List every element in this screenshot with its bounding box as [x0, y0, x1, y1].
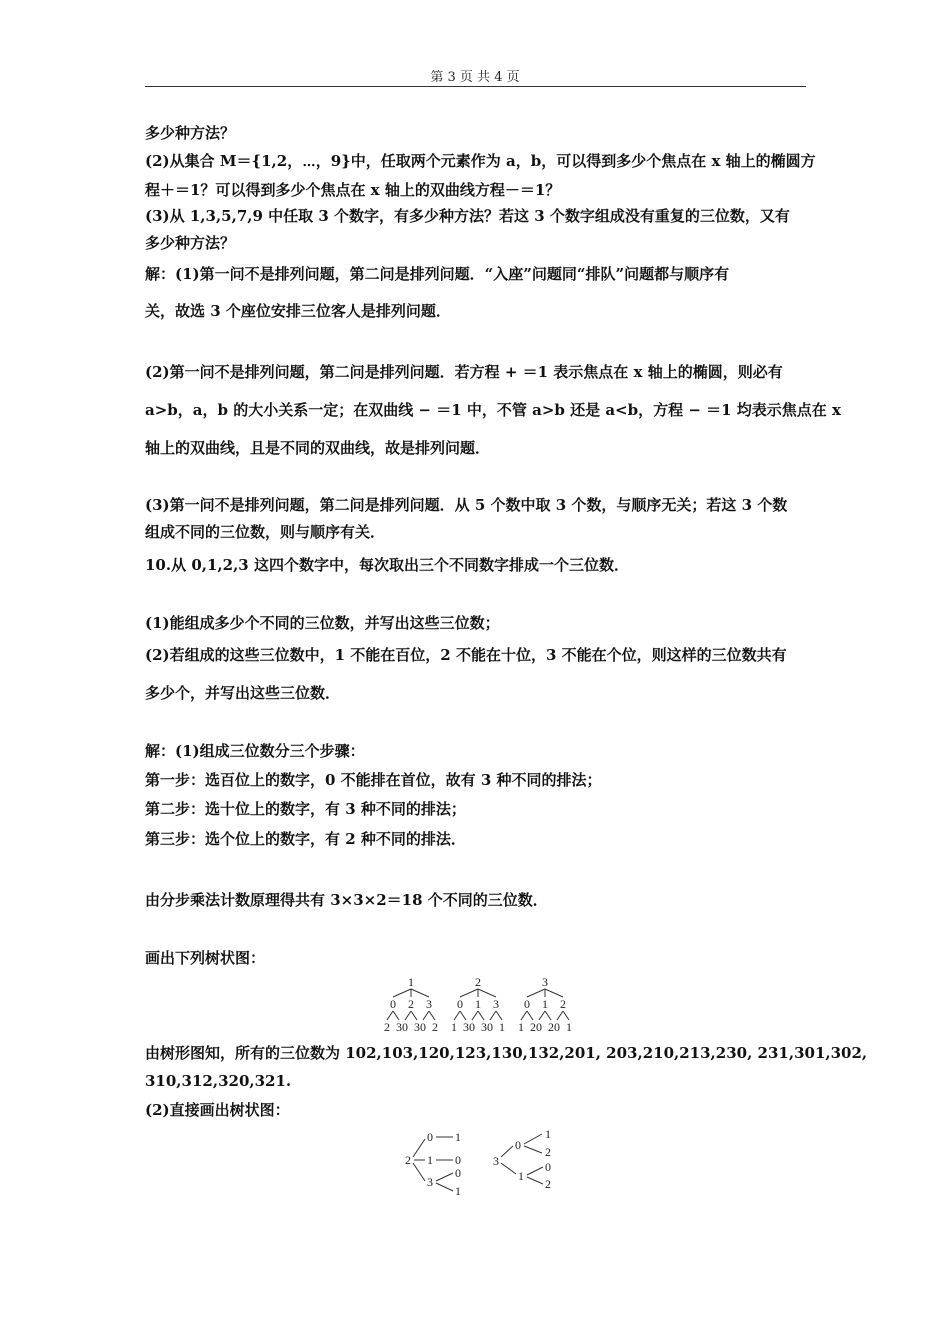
tree-node: 2 [545, 1145, 551, 1159]
tree-edge [545, 1011, 551, 1020]
tree-node: 0 [390, 997, 396, 1011]
text-line: 轴上的双曲线，且是不同的双曲线，故是排列问题． [145, 439, 491, 457]
tree-edge [478, 989, 496, 997]
text-line: 多少种方法？ [145, 124, 236, 142]
tree-node: 0 [545, 1160, 551, 1174]
tree-node: 1 [427, 1153, 433, 1167]
tree-node: 2 [432, 1020, 438, 1034]
tree-node: 2 [560, 997, 566, 1011]
tree-edge [521, 1011, 527, 1020]
tree-edge [478, 1011, 484, 1020]
tree-node: 3 [493, 1154, 499, 1168]
text-line: 第一步：选百位上的数字，0 不能排在首位，故有 3 种不同的排法； [145, 771, 602, 789]
tree-edge [411, 1011, 417, 1020]
text-line: 组成不同的三位数，则与顺序有关． [145, 523, 386, 541]
text-line: 310,312,320,321. [145, 1072, 292, 1090]
tree-node: 1 [475, 997, 481, 1011]
tree-node: 0 [455, 1166, 461, 1180]
tree-node: 0 [427, 1130, 433, 1144]
tree-node: 1 [542, 997, 548, 1011]
tree-edge [539, 1011, 545, 1020]
text-line: (1)能组成多少个不同的三位数，并写出这些三位数； [145, 614, 500, 632]
tree-edge [557, 1011, 563, 1020]
text-line: 解：(1)第一问不是排列问题，第二问是排列问题．“入座”问题同“排队”问题都与顺序有 [145, 265, 730, 283]
tree-node: 0 [402, 1020, 408, 1034]
text-line: 由树形图知，所有的三位数为 102,103,120,123,130,132,201, 203,210,213,230, 231,301,302, [145, 1044, 868, 1062]
tree-edge [527, 1167, 543, 1175]
tree-edge [545, 989, 563, 997]
tree-node: 0 [487, 1020, 493, 1034]
tree-node: 1 [455, 1184, 461, 1198]
tree-node: 3 [493, 997, 499, 1011]
tree-edge [436, 1173, 453, 1181]
tree-edge [501, 1146, 513, 1157]
tree-node: 2 [530, 1020, 536, 1034]
tree-node: 3 [542, 975, 548, 989]
tree-node: 1 [499, 1020, 505, 1034]
text-line: (2)直接画出树状图： [145, 1101, 290, 1119]
tree-edge [393, 1011, 399, 1020]
page-header: 第 3 页 共 4 页 [430, 70, 520, 85]
tree-edge [413, 1139, 425, 1157]
tree-edge [411, 989, 429, 997]
tree-node: 2 [548, 1020, 554, 1034]
tree-node: 0 [455, 1153, 461, 1167]
text-line: 程＋＝1？可以得到多少个焦点在 x 轴上的双曲线方程－＝1？ [145, 181, 561, 199]
tree-edge [454, 1011, 460, 1020]
tree-edge [524, 1134, 542, 1144]
text-line: (2)从集合 M＝{1,2，⋯，9}中，任取两个元素作为 a，b，可以得到多少个焦点在 x 轴上的椭圆方 [145, 152, 816, 170]
tree-node: 2 [545, 1177, 551, 1191]
tree-edge [527, 1177, 543, 1184]
tree-edge [460, 989, 478, 997]
tree-edge [413, 1163, 425, 1181]
tree-node: 1 [545, 1127, 551, 1141]
text-line: 由分步乘法计数原理得共有 3×3×2＝18 个不同的三位数． [145, 891, 548, 909]
text-line: (2)第一问不是排列问题，第二问是排列问题．若方程 + ＝1 表示焦点在 x 轴上的椭圆，则必有 [145, 363, 783, 381]
tree-node: 0 [457, 997, 463, 1011]
tree-node: 2 [405, 1153, 411, 1167]
tree-root-2 [405, 1130, 461, 1198]
tree-diagram-1 [375, 972, 585, 1034]
tree-edge [423, 1011, 429, 1020]
tree-edge [563, 1011, 569, 1020]
tree-edge [460, 1011, 466, 1020]
tree-edge [405, 1011, 411, 1020]
text-line: 第三步：选个位上的数字，有 2 种不同的排法． [145, 830, 466, 848]
tree-node: 3 [427, 1175, 433, 1189]
text-line: 解：(1)组成三位数分三个步骤： [145, 742, 365, 760]
tree-node: 1 [518, 1020, 524, 1034]
tree-1 [384, 975, 438, 1034]
tree-edge [496, 1011, 502, 1020]
tree-edge [524, 1146, 542, 1153]
text-line: 关，故选 3 个座位安排三位客人是排列问题． [145, 302, 451, 320]
tree-node: 0 [420, 1020, 426, 1034]
tree-node: 1 [451, 1020, 457, 1034]
tree-edge [436, 1183, 453, 1191]
tree-node: 2 [475, 975, 481, 989]
tree-root-3 [493, 1127, 551, 1191]
tree-node: 1 [455, 1130, 461, 1144]
tree-node: 3 [426, 997, 432, 1011]
text-line: 第二步：选十位上的数字，有 3 种不同的排法； [145, 800, 466, 818]
tree-edge [472, 1011, 478, 1020]
tree-edge [527, 989, 545, 997]
text-line: a>b，a，b 的大小关系一定；在双曲线 − ＝1 中，不管 a>b 还是 a<b，方程 − ＝1 均表示焦点在 x [145, 401, 841, 419]
text-line: (3)从 1,3,5,7,9 中任取 3 个数字，有多少种方法？若这 3 个数字组成没有重复的三位数，又有 [145, 207, 790, 225]
tree-node: 3 [396, 1020, 402, 1034]
text-line: 多少个，并写出这些三位数． [145, 684, 341, 702]
tree-diagram-2 [398, 1124, 568, 1200]
tree-node: 0 [469, 1020, 475, 1034]
tree-edge [429, 1011, 435, 1020]
tree-3 [518, 975, 572, 1034]
tree-node: 0 [554, 1020, 560, 1034]
text-line: (3)第一问不是排列问题，第二问是排列问题．从 5 个数中取 3 个数，与顺序无关；若这 3 个数 [145, 496, 788, 514]
tree-node: 3 [414, 1020, 420, 1034]
tree-edge [501, 1163, 516, 1174]
tree-node: 3 [463, 1020, 469, 1034]
tree-node: 2 [384, 1020, 390, 1034]
tree-edge [527, 1011, 533, 1020]
tree-edge [490, 1011, 496, 1020]
tree-2 [451, 975, 505, 1034]
text-line: 多少种方法？ [145, 234, 236, 252]
tree-node: 1 [566, 1020, 572, 1034]
tree-node: 0 [524, 997, 530, 1011]
text-line: 画出下列树状图： [145, 949, 266, 967]
tree-edge [393, 989, 411, 997]
tree-node: 3 [481, 1020, 487, 1034]
text-line: (2)若组成的这些三位数中，1 不能在百位，2 不能在十位，3 不能在个位，则这样的三位数共有 [145, 646, 787, 664]
tree-node: 2 [408, 997, 414, 1011]
tree-node: 1 [518, 1169, 524, 1183]
tree-edge [387, 1011, 393, 1020]
tree-node: 0 [536, 1020, 542, 1034]
question-title: 10.从 0,1,2,3 这四个数字中，每次取出三个不同数字排成一个三位数． [145, 556, 629, 574]
tree-node: 0 [515, 1138, 521, 1152]
tree-node: 1 [408, 975, 414, 989]
header-rule [145, 86, 806, 87]
